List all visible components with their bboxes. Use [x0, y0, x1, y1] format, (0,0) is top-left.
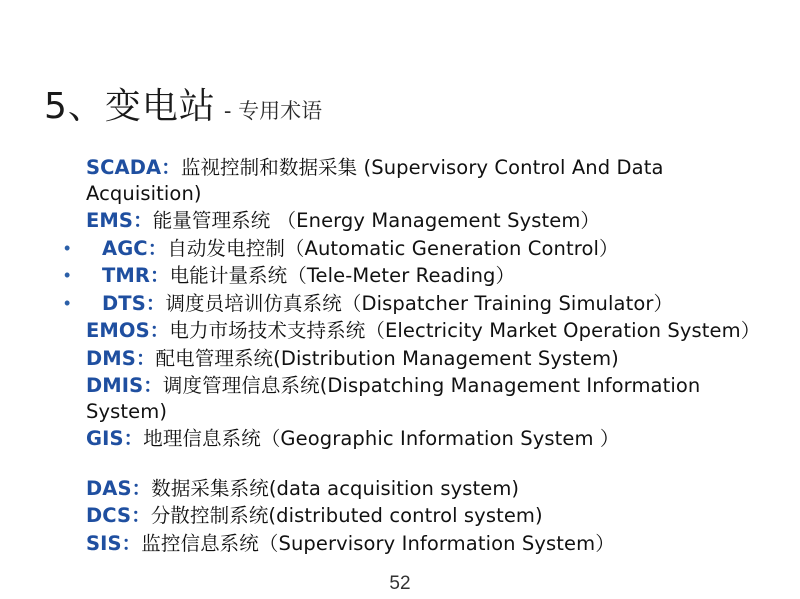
separator: ： — [147, 236, 168, 260]
list-item — [64, 531, 780, 557]
separator: ： — [131, 504, 151, 528]
page-subtitle: - 专用术语 — [223, 99, 323, 123]
page-number: 52 — [389, 573, 411, 594]
definition: 监控信息系统（Supervisory Information System） — [141, 531, 615, 555]
bullet-marker — [64, 531, 86, 532]
list-item-text — [86, 155, 780, 206]
list-item-text — [86, 236, 780, 262]
separator: ： — [145, 291, 166, 315]
list-item-text — [86, 426, 780, 452]
definition: 配电管理系统(Distribution Management System) — [155, 346, 619, 370]
separator: ： — [161, 156, 181, 179]
bullet-marker — [64, 208, 86, 209]
list-item — [64, 426, 780, 452]
page-title: 5、变电站 — [44, 86, 216, 127]
definition: 电能计量系统（Tele-Meter Reading） — [169, 264, 516, 288]
separator: ： — [123, 427, 144, 451]
abbreviation: DAS — [86, 476, 132, 500]
terminology-list — [64, 155, 780, 558]
list-item-text — [86, 373, 780, 424]
definition: 电力市场技术支持系统（Electricity Market Operation System） — [169, 319, 761, 343]
abbreviation: EMOS — [86, 319, 150, 343]
list-item-text — [86, 503, 780, 529]
list-item — [64, 346, 780, 372]
list-item — [64, 373, 780, 424]
list-item — [64, 291, 780, 317]
definition: 监视控制和数据采集 (Supervisory Control And Data Acquisition) — [86, 156, 664, 205]
separator: ： — [135, 346, 156, 370]
bullet-marker: • — [64, 265, 71, 286]
abbreviation: DCS — [86, 504, 132, 528]
slide-title — [44, 78, 322, 129]
bullet-marker — [64, 318, 86, 319]
separator: ： — [149, 319, 170, 343]
abbreviation: GIS — [86, 427, 124, 451]
separator: ： — [121, 531, 142, 555]
separator: ： — [131, 476, 152, 500]
definition: 调度管理信息系统(Dispatching Management Information System) — [86, 374, 701, 423]
definition: 地理信息系统（Geographic Information System ） — [143, 427, 620, 451]
definition: 能量管理系统 （Energy Management System） — [152, 209, 601, 233]
list-item — [64, 236, 780, 262]
list-item-text — [86, 291, 780, 317]
abbreviation: DMS — [86, 346, 136, 370]
list-item — [64, 208, 780, 234]
bullet-marker: • — [64, 292, 71, 313]
list-item-text — [86, 346, 780, 372]
list-item-text — [86, 208, 780, 234]
abbreviation: SIS — [86, 531, 122, 555]
list-item-text — [86, 476, 780, 502]
list-item — [64, 155, 780, 206]
bullet-marker — [64, 476, 86, 477]
list-item — [64, 263, 780, 289]
list-item-text — [86, 263, 780, 289]
abbreviation: TMR — [102, 264, 151, 288]
list-item-text — [86, 531, 780, 557]
list-item-text — [86, 318, 780, 344]
list-item — [64, 503, 780, 529]
separator: ： — [133, 209, 153, 233]
bullet-marker — [64, 503, 86, 504]
abbreviation: EMS — [86, 209, 134, 233]
spacer — [64, 454, 780, 476]
abbreviation: SCADA — [86, 156, 162, 179]
separator: ： — [143, 374, 163, 398]
separator: ： — [150, 264, 170, 288]
abbreviation: DTS — [102, 291, 146, 315]
bullet-marker — [64, 373, 86, 374]
list-item — [64, 476, 780, 502]
list-item — [64, 318, 780, 344]
definition: 分散控制系统(distributed control system) — [150, 504, 543, 528]
definition: 数据采集系统(data acquisition system) — [151, 476, 520, 500]
abbreviation: DMIS — [86, 374, 144, 398]
abbreviation: AGC — [102, 236, 148, 260]
definition: 调度员培训仿真系统（Dispatcher Training Simulator） — [165, 291, 674, 315]
definition: 自动发电控制（Automatic Generation Control） — [167, 236, 619, 260]
bullet-marker — [64, 426, 86, 427]
bullet-marker — [64, 346, 86, 347]
bullet-marker: • — [64, 237, 71, 258]
bullet-marker — [64, 155, 86, 156]
